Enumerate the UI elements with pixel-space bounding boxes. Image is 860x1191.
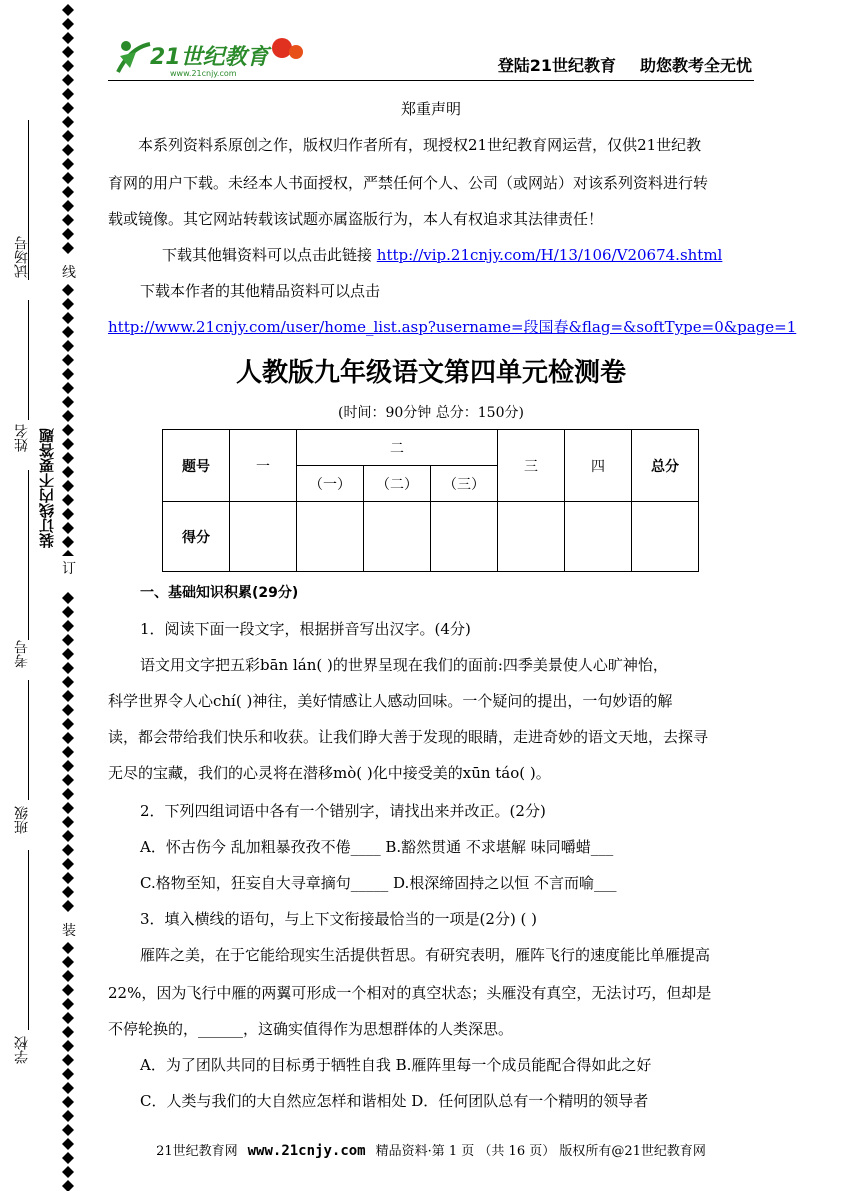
score-cell[interactable] xyxy=(297,502,364,572)
score-cell[interactable] xyxy=(431,502,498,572)
exam-title: 人教版九年级语文第四单元检测卷 xyxy=(235,358,626,388)
col-header-2-sub: （三） xyxy=(431,466,498,502)
q3-text: 22%，因为飞行中雁的两翼可形成一个相对的真空状态；头雁没有真空，无法讨巧，但却是 xyxy=(108,984,712,1002)
svg-text:21世纪教育: 21世纪教育 xyxy=(150,45,269,70)
link2-prefix: 下载本作者的其他精品资料可以点击 xyxy=(140,282,381,300)
q1-text: 科学世界令人心chí( )神往，美好情感让人感动回味。一个疑问的提出，一句妙语的解 xyxy=(108,692,673,710)
footer-right: 精品资料·第 1 页 （共 16 页） 版权所有@21世纪教育网 xyxy=(375,1144,706,1159)
side-label-school: 学校 xyxy=(14,1036,30,1064)
score-cell[interactable] xyxy=(632,502,699,572)
col-header-2: 二 xyxy=(297,430,498,466)
question-2: 2．下列四组词语中各有一个错别字，请找出来并改正。(2分) xyxy=(140,802,546,820)
col-header-2-sub: （二） xyxy=(364,466,431,502)
side-label-exam-no: 考号 xyxy=(14,640,30,668)
page-header xyxy=(108,30,754,81)
q1-text: 无尽的宝藏，我们的心灵将在潜移mò( )化中接受美的xūn táo( )。 xyxy=(108,764,551,782)
row-label-score: 得分 xyxy=(163,502,230,572)
notice-body: 育网的用户下载。未经本人书面授权，严禁任何个人、公司（或网站）对该系列资料进行转 xyxy=(108,174,709,192)
author-link-line xyxy=(108,316,796,337)
q2-options-cd: C.格物至知，狂妄自大寻章摘句_____ D.根深缔固持之以恒 不言而喻___ xyxy=(140,874,617,892)
side-rule xyxy=(28,470,29,640)
score-cell[interactable] xyxy=(364,502,431,572)
header-slogan xyxy=(474,53,752,76)
question-1: 1．阅读下面一段文字，根据拼音写出汉字。(4分) xyxy=(140,620,471,638)
q3-text: 雁阵之美，在于它能给现实生活提供哲思。有研究表明，雁阵飞行的速度能比单雁提高 xyxy=(140,946,711,964)
svg-text:www.21cnjy.com: www.21cnjy.com xyxy=(170,69,237,78)
binding-diamond-border xyxy=(60,0,76,1191)
cut-mark-order: 订 xyxy=(62,556,76,580)
col-header-1: 一 xyxy=(230,430,297,502)
site-logo xyxy=(110,34,310,78)
score-cell[interactable] xyxy=(498,502,565,572)
side-label-name: 姓名 xyxy=(14,424,30,452)
side-label-class: 班级 xyxy=(14,806,30,834)
exam-subtitle: (时间：90分钟 总分：150分) xyxy=(338,405,524,421)
score-table xyxy=(162,429,699,572)
col-header-4: 四 xyxy=(565,430,632,502)
question-3: 3．填入横线的语句，与上下文衔接最恰当的一项是(2分) ( ) xyxy=(140,910,538,928)
page-footer xyxy=(108,1140,754,1159)
side-rule xyxy=(28,300,29,420)
section-heading: 一、基础知识积累(29分) xyxy=(140,585,299,601)
notice-body: 本系列资料系原创之作，版权归作者所有，现授权21世纪教育网运营，仅供21世纪教 xyxy=(138,136,702,154)
notice-body: 载或镜像。其它网站转载该试题亦属盗版行为，本人有权追求其法律责任！ xyxy=(108,210,604,228)
col-header-total: 总分 xyxy=(632,430,699,502)
score-cell[interactable] xyxy=(230,502,297,572)
binding-warning: 装订线内不要答题 xyxy=(38,428,56,548)
q3-options-cd: C．人类与我们的大自然应怎样和谐相处 D．任何团队总有一个精明的领导者 xyxy=(140,1092,649,1110)
q1-text: 语文用文字把五彩bān lán( )的世界呈现在我们的面前:四季美景使人心旷神怡， xyxy=(140,656,668,674)
side-rule xyxy=(28,680,29,800)
download-link-line xyxy=(162,244,722,265)
slogan-right: 助您教考全无忧 xyxy=(639,56,752,75)
cut-mark-bind: 装 xyxy=(62,918,76,942)
side-rule xyxy=(28,850,29,1030)
download-link-1[interactable]: http://vip.21cnjy.com/H/13/106/V20674.shtml xyxy=(376,246,723,264)
slogan-left: 登陆21世纪教育 xyxy=(497,56,616,75)
footer-left: 21世纪教育网 xyxy=(156,1144,238,1159)
footer-site: www.21cnjy.com xyxy=(247,1143,366,1159)
q3-options-ab: A．为了团队共同的目标勇于牺牲自我 B.雁阵里每一个成员能配合得如此之好 xyxy=(140,1056,652,1074)
side-label-room: 试场号 xyxy=(14,236,30,278)
cut-mark-line: 线 xyxy=(62,260,76,284)
q3-text: 不停轮换的，______，这确实值得作为思想群体的人类深思。 xyxy=(108,1020,514,1038)
row-label-number: 题号 xyxy=(163,430,230,502)
q1-text: 读，都会带给我们快乐和收获。让我们睁大善于发现的眼睛，走进奇妙的语文天地，去探寻 xyxy=(108,728,709,746)
q2-options-ab: A．怀古伤今 乱加粗暴孜孜不倦____ B.豁然贯通 不求堪解 味同嚼蜡___ xyxy=(140,838,614,856)
score-cell[interactable] xyxy=(565,502,632,572)
link1-prefix: 下载其他辑资料可以点击此链接 xyxy=(162,246,377,264)
download-link-2[interactable]: http://www.21cnjy.com/user/home_list.asp?username=段国春&flag=&softType=0&page=1 xyxy=(108,318,797,336)
col-header-2-sub: （一） xyxy=(297,466,364,502)
notice-title: 郑重声明 xyxy=(400,100,461,118)
col-header-3: 三 xyxy=(498,430,565,502)
